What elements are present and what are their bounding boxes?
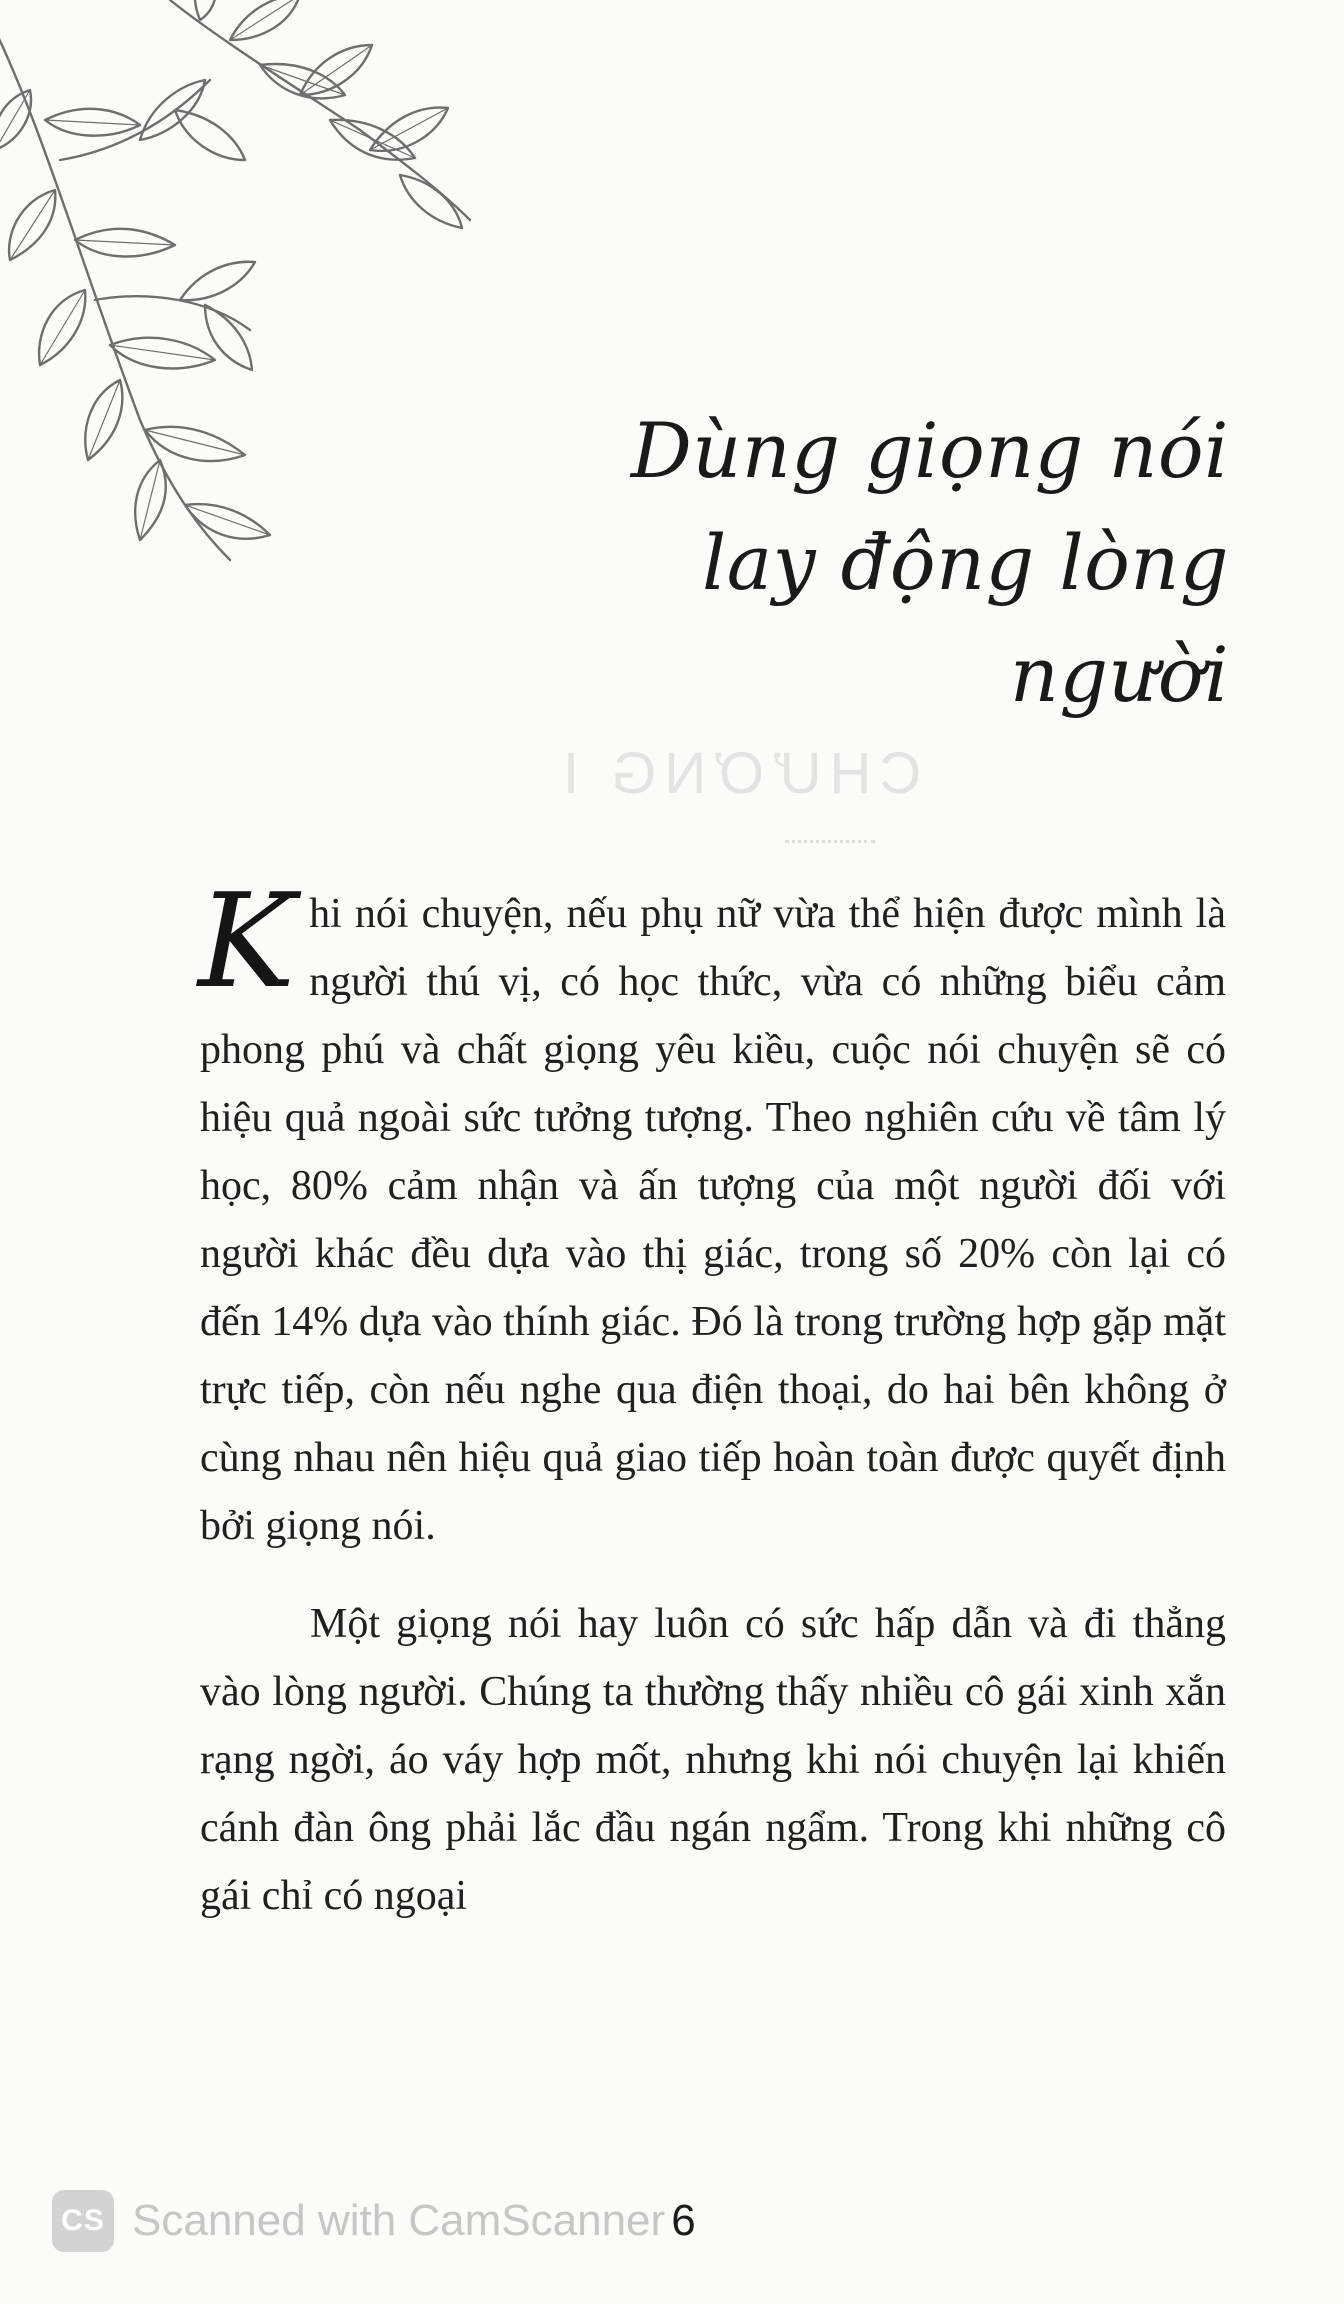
body-text xyxy=(198,865,1226,1930)
scanner-watermark: Scanned with CamScanner xyxy=(132,2196,666,2245)
drop-cap: K xyxy=(198,865,296,1017)
camscanner-logo-icon: CS xyxy=(52,2190,114,2252)
paragraph-2: Một giọng nói hay luôn có sức hấp dẫn và đi thẳng vào lòng người. Chúng ta thường thấy nhiều cô gái xinh xắn rạng ngời, áo váy hợp mốt, nhưng khi nói chuyện lại khiến cánh đàn ông phải lắc đầu ngán ngẩm. Trong khi những cô gái chỉ có ngoại xyxy=(200,1601,1226,1919)
scan-footer xyxy=(52,2188,696,2254)
chapter-label-bleedthrough: CHƯƠNG I xyxy=(555,741,922,806)
ornament-dots xyxy=(785,840,875,847)
paragraph-1 xyxy=(198,865,1226,1560)
chapter-title-line-1: Dùng giọng nói xyxy=(630,406,1229,495)
chapter-title-line-2: lay động lòng người xyxy=(701,518,1229,719)
page-number: 6 xyxy=(671,2196,696,2245)
leaf-branch-icon xyxy=(0,0,500,600)
chapter-title xyxy=(469,395,1229,731)
paragraph-1-text: hi nói chuyện, nếu phụ nữ vừa thể hiện được mình là người thú vị, có học thức, vừa có những biểu cảm phong phú và chất giọng yêu kiều, cuộc nói chuyện sẽ có hiệu quả ngoài sức tưởng tượng. Theo nghiên cứu về tâm lý học, 80% cảm nhận và ấn tượng của một người đối với người khác đều dựa vào thị giác, trong số 20% còn lại có đến 14% dựa vào thính giác. Đó là trong trường hợp gặp mặt trực tiếp, còn nếu nghe qua điện thoại, do hai bên không ở cùng nhau nên hiệu quả giao tiếp hoàn toàn được quyết định bởi giọng nói. xyxy=(200,891,1226,1549)
